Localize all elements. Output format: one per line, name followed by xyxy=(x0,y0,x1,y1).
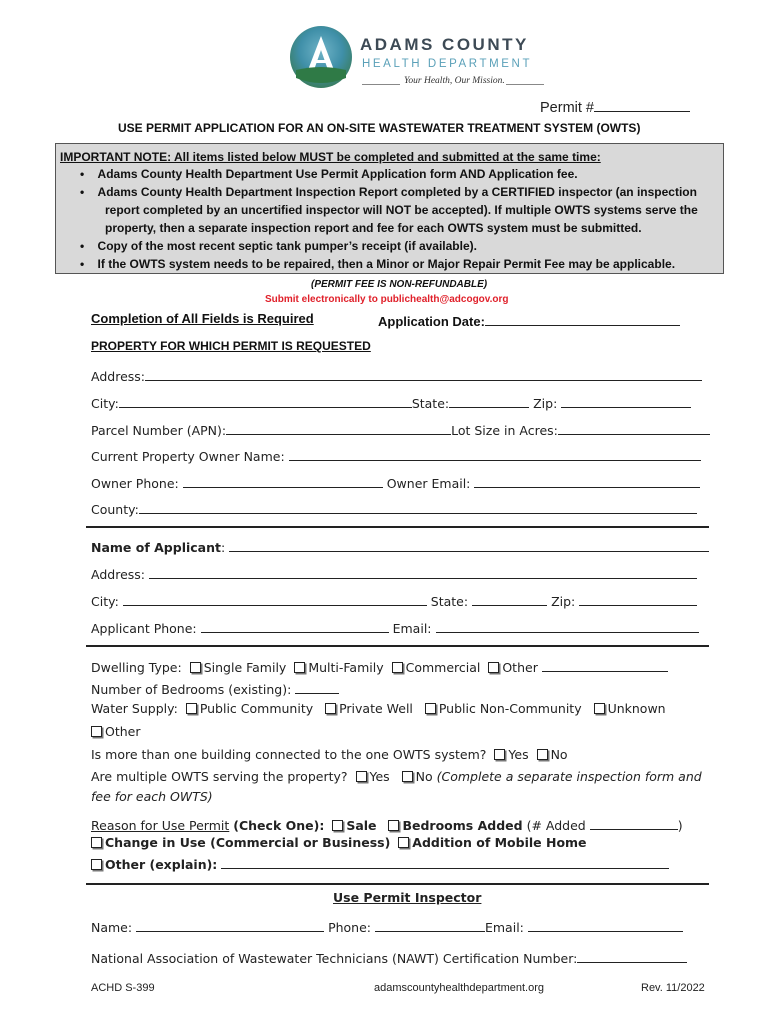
multiple-yes-label: Yes xyxy=(369,769,390,784)
lot-size-label: Lot Size in Acres: xyxy=(451,423,558,438)
reason-bedrooms-added-label: Bedrooms Added xyxy=(402,818,523,833)
building-yes-checkbox[interactable] xyxy=(494,749,505,760)
property-city-line[interactable] xyxy=(119,393,412,408)
logo-department: HEALTH DEPARTMENT xyxy=(362,58,533,70)
permit-number-field[interactable] xyxy=(540,97,690,116)
dwelling-multi-family-checkbox[interactable] xyxy=(294,662,305,673)
applicant-address-field[interactable] xyxy=(91,564,697,582)
dwelling-type-label: Dwelling Type: xyxy=(91,660,182,675)
note-item-1: • Adams County Health Department Use Permit Application form AND Application fee. xyxy=(80,167,578,181)
water-public-non-community-checkbox[interactable] xyxy=(425,703,436,714)
submit-email-note[interactable]: Submit electronically to publichealth@adcogov.org xyxy=(265,294,509,305)
dwelling-single-family-checkbox[interactable] xyxy=(190,662,201,673)
bedrooms-added-count-label: (# Added xyxy=(526,818,586,833)
applicant-name-line[interactable] xyxy=(229,537,709,552)
owner-phone-line[interactable] xyxy=(183,473,383,488)
application-date-line[interactable] xyxy=(485,311,680,326)
completion-required-label: Completion of All Fields is Required xyxy=(91,311,314,326)
county-field[interactable] xyxy=(91,499,697,517)
permit-number-line[interactable] xyxy=(594,97,690,112)
owner-name-field[interactable] xyxy=(91,446,701,464)
applicant-city-label: City: xyxy=(91,594,119,609)
bedrooms-added-close-paren: ) xyxy=(677,818,683,833)
county-line[interactable] xyxy=(139,499,697,514)
dwelling-type-row xyxy=(91,657,668,675)
reason-row-2 xyxy=(87,835,587,850)
reason-sale-label: Sale xyxy=(346,818,377,833)
owner-name-label: Current Property Owner Name: xyxy=(91,449,285,464)
note-item-2: • Adams County Health Department Inspection Report completed by a CERTIFIED inspector (an inspection xyxy=(80,185,697,199)
reason-other-line[interactable] xyxy=(221,854,669,869)
reason-sale-checkbox[interactable] xyxy=(332,820,343,831)
bedrooms-line[interactable] xyxy=(295,679,339,694)
logo-mark xyxy=(290,26,352,88)
property-city-row xyxy=(91,393,691,411)
inspector-name-label: Name: xyxy=(91,920,133,935)
inspector-contact-row xyxy=(91,917,683,935)
applicant-address-line[interactable] xyxy=(149,564,697,579)
logo-divider-left xyxy=(362,84,400,85)
revision-date: Rev. 11/2022 xyxy=(641,982,705,994)
reason-row xyxy=(91,815,683,833)
owner-name-line[interactable] xyxy=(289,446,701,461)
applicant-phone-line[interactable] xyxy=(201,618,389,633)
applicant-phone-label: Applicant Phone: xyxy=(91,621,197,636)
logo-tagline: Your Health, Our Mission. xyxy=(404,76,505,86)
reason-change-in-use-label: Change in Use (Commercial or Business) xyxy=(105,835,391,850)
applicant-city-row xyxy=(91,591,697,609)
note-heading: IMPORTANT NOTE: All items listed below MUST be completed and submitted at the same time: xyxy=(60,150,601,164)
inspector-heading: Use Permit Inspector xyxy=(333,890,482,905)
application-date-field[interactable] xyxy=(378,311,680,329)
multiple-owts-label: Are multiple OWTS serving the property? xyxy=(91,769,348,784)
nawt-field[interactable] xyxy=(91,948,687,966)
water-supply-label: Water Supply: xyxy=(91,701,178,716)
multiple-owts-row xyxy=(91,769,702,784)
applicant-address-label: Address: xyxy=(91,567,145,582)
reason-bedrooms-added-checkbox[interactable] xyxy=(388,820,399,831)
lot-size-line[interactable] xyxy=(558,420,710,435)
property-zip-line[interactable] xyxy=(561,393,691,408)
dwelling-other-line[interactable] xyxy=(542,657,668,672)
multiple-owts-note: (Complete a separate inspection form and xyxy=(436,769,702,784)
applicant-name-colon: : xyxy=(221,540,226,555)
applicant-email-label: Email: xyxy=(392,621,432,636)
dwelling-other-checkbox[interactable] xyxy=(488,662,499,673)
footer-website[interactable]: adamscountyhealthdepartment.org xyxy=(374,982,544,994)
building-no-checkbox[interactable] xyxy=(537,749,548,760)
multiple-yes-checkbox[interactable] xyxy=(356,771,367,782)
multiple-no-label: No xyxy=(415,769,433,784)
building-yes-label: Yes xyxy=(508,747,529,762)
dwelling-multi-family-label: Multi-Family xyxy=(308,660,384,675)
reason-other-row xyxy=(87,854,669,872)
property-city-label: City: xyxy=(91,396,119,411)
owner-contact-row xyxy=(91,473,700,491)
water-public-non-community-label: Public Non-Community xyxy=(438,701,582,716)
applicant-name-label: Name of Applicant xyxy=(91,540,221,555)
water-private-well-label: Private Well xyxy=(339,701,413,716)
applicant-state-line[interactable] xyxy=(472,591,547,606)
building-question-label: Is more than one building connected to the one OWTS system? xyxy=(91,747,487,762)
reason-label: Reason for Use Permit xyxy=(91,818,230,833)
reason-mobile-home-checkbox[interactable] xyxy=(398,837,409,848)
dwelling-commercial-checkbox[interactable] xyxy=(392,662,403,673)
section-divider-3 xyxy=(86,883,709,885)
water-unknown-checkbox[interactable] xyxy=(594,703,605,714)
property-address-line[interactable] xyxy=(145,366,702,381)
dwelling-single-family-label: Single Family xyxy=(203,660,287,675)
property-state-label: State: xyxy=(411,396,450,411)
inspector-email-line[interactable] xyxy=(528,917,683,932)
dwelling-commercial-label: Commercial xyxy=(405,660,481,675)
county-label: County: xyxy=(91,502,139,517)
section-divider-2 xyxy=(86,645,709,647)
applicant-zip-line[interactable] xyxy=(579,591,697,606)
parcel-line[interactable] xyxy=(226,420,451,435)
property-address-field[interactable] xyxy=(91,366,702,384)
water-other-label: Other xyxy=(105,724,141,739)
applicant-city-line[interactable] xyxy=(123,591,427,606)
note-item-2-cont: report completed by an uncertified inspector will NOT be accepted). If multiple OWTS systems serve the xyxy=(105,203,698,217)
water-other-checkbox[interactable] xyxy=(91,726,102,737)
nawt-line[interactable] xyxy=(577,948,687,963)
owner-phone-label: Owner Phone: xyxy=(91,476,179,491)
multiple-no-checkbox[interactable] xyxy=(402,771,413,782)
reason-other-checkbox[interactable] xyxy=(91,859,102,870)
fee-note: (PERMIT FEE IS NON-REFUNDABLE) xyxy=(311,279,488,290)
multiple-owts-note-cont: fee for each OWTS) xyxy=(91,789,213,804)
note-item-2-cont2: property, then a separate inspection report and fee for each OWTS system must be submitted. xyxy=(105,221,642,235)
reason-change-in-use-checkbox[interactable] xyxy=(91,837,102,848)
water-other-row xyxy=(87,724,141,739)
dwelling-other-label: Other xyxy=(502,660,538,675)
inspector-phone-label: Phone: xyxy=(328,920,371,935)
logo-divider-right xyxy=(506,84,544,85)
application-date-label: Application Date: xyxy=(378,314,485,329)
reason-other-label: Other (explain): xyxy=(105,857,218,872)
applicant-contact-row xyxy=(91,618,699,636)
applicant-name-field[interactable] xyxy=(91,537,709,555)
form-id: ACHD S-399 xyxy=(91,982,155,994)
section-divider-1 xyxy=(86,526,709,528)
parcel-label: Parcel Number (APN): xyxy=(91,423,227,438)
note-item-3: • Copy of the most recent septic tank pumper’s receipt (if available). xyxy=(80,239,477,253)
nawt-label: National Association of Wastewater Technicians (NAWT) Certification Number: xyxy=(91,951,578,966)
property-section-heading: PROPERTY FOR WHICH PERMIT IS REQUESTED xyxy=(91,339,371,353)
bedrooms-label: Number of Bedrooms (existing): xyxy=(91,682,292,697)
water-supply-row xyxy=(91,701,666,716)
water-public-community-label: Public Community xyxy=(199,701,314,716)
check-one-label: (Check One): xyxy=(233,818,325,833)
parcel-row xyxy=(91,420,710,438)
property-zip-label: Zip: xyxy=(533,396,558,411)
water-unknown-label: Unknown xyxy=(607,701,666,716)
owner-email-line[interactable] xyxy=(474,473,700,488)
logo-org-name: ADAMS COUNTY xyxy=(360,35,529,54)
inspector-email-label: Email: xyxy=(484,920,524,935)
owner-email-label: Owner Email: xyxy=(386,476,471,491)
property-address-label: Address: xyxy=(91,369,145,384)
building-no-label: No xyxy=(550,747,568,762)
reason-mobile-home-label: Addition of Mobile Home xyxy=(412,835,587,850)
mountain-a-icon xyxy=(290,26,352,88)
applicant-state-label: State: xyxy=(430,594,469,609)
applicant-zip-label: Zip: xyxy=(551,594,576,609)
page-title: USE PERMIT APPLICATION FOR AN ON-SITE WASTEWATER TREATMENT SYSTEM (OWTS) xyxy=(118,121,641,135)
building-question-row xyxy=(91,747,568,762)
applicant-email-line[interactable] xyxy=(436,618,699,633)
permit-number-label: Permit # xyxy=(540,100,594,116)
bedrooms-added-count-line[interactable] xyxy=(590,815,678,830)
note-item-4: • If the OWTS system needs to be repaired, then a Minor or Major Repair Permit Fee may be applicable. xyxy=(80,257,676,271)
water-public-community-checkbox[interactable] xyxy=(186,703,197,714)
inspector-phone-line[interactable] xyxy=(375,917,485,932)
bedrooms-field[interactable] xyxy=(91,679,339,697)
inspector-name-line[interactable] xyxy=(136,917,324,932)
property-state-line[interactable] xyxy=(449,393,529,408)
water-private-well-checkbox[interactable] xyxy=(325,703,336,714)
